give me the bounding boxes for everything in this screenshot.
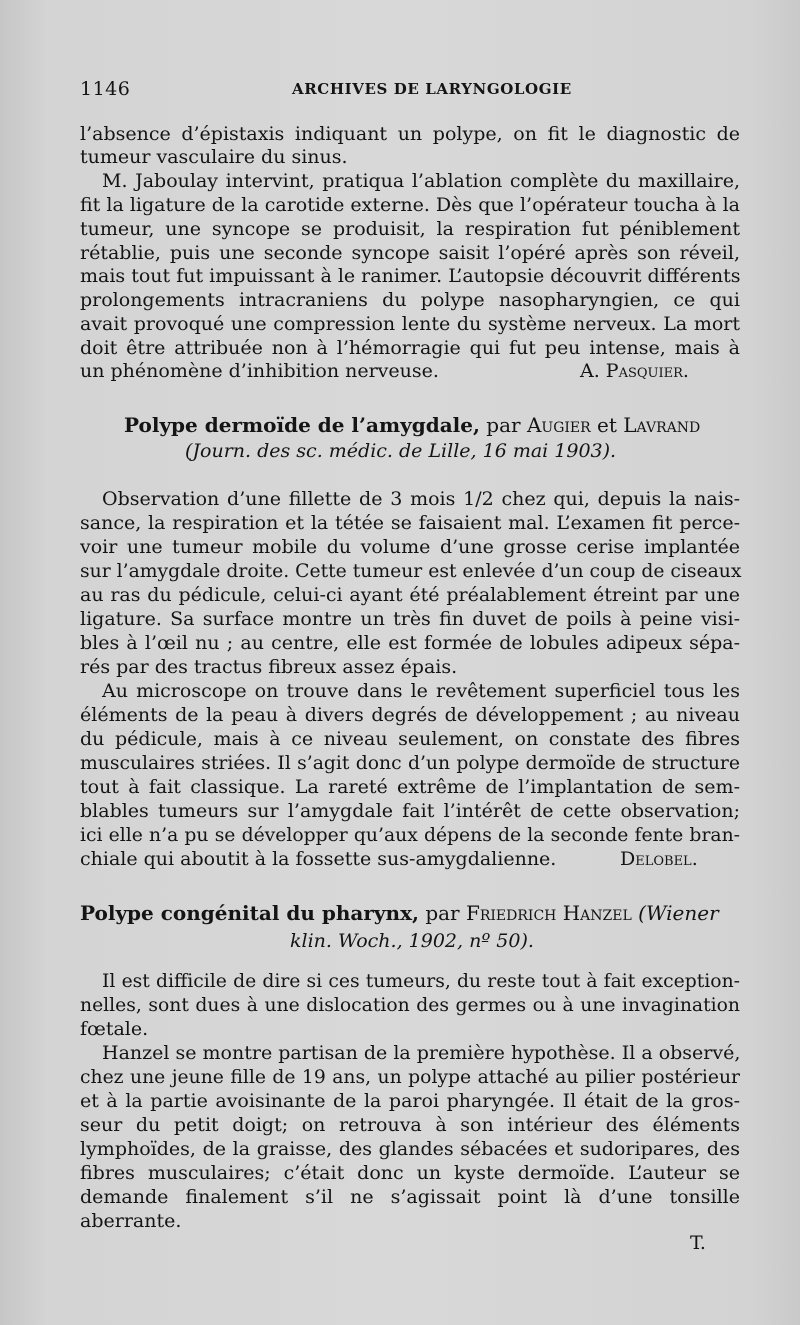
text-line: tumeur, une syncope se produisit, la respiration fut péniblement [80,218,740,240]
text-line: voir une tumeur mobile du volume d’une grosse cerise implantée [80,536,740,558]
text-line: musculaires striées. Il s’agit donc d’un polype dermoïde de structure [80,753,740,774]
text-line: demande finalement s’il ne s’agissait point là d’une tonsille [80,1186,740,1208]
text-line: rétablie, puis une seconde syncope saisit l’opéré après son réveil, [80,242,740,264]
text-line: blables tumeurs sur l’amygdale fait l’intérêt de cette observation; [80,800,740,822]
text-line: lymphoïdes, de la graisse, des glandes sébacées et sudoripares, des [80,1138,740,1160]
author-name: Friedrich Hanzel [465,901,632,925]
text-line: et à la partie avoisinante de la paroi pharyngée. Il était de la gros- [80,1090,740,1112]
text-line: sur l’amygdale droite. Cette tumeur est enlevée d’un coup de ciseaux [80,561,742,582]
text-line: seur du petit doigt; on retrouva à son intérieur des éléments [80,1114,740,1136]
text-line: chiale qui aboutit à la fossette sus-amygdalienne. [80,848,557,870]
text-line: Hanzel se montre partisan de la première hypothèse. Il a observé, [102,1042,741,1064]
text-line: bles à l’œil nu ; au centre, elle est formée de lobules adipeux sépa- [80,632,740,654]
signature: T. [690,1232,706,1254]
text-line: mais tout fut impuissant à le ranimer. L’autopsie découvrit différents [80,265,741,287]
text-line: avait provoqué une compression lente du système nerveux. La mort [80,313,740,335]
text-line: tout à fait classique. La rareté extrême de l’implantation de sem- [80,776,740,798]
text-line: rés par des tractus fibreux assez épais. [80,656,458,678]
text-line: un phénomène d’inhibition nerveuse. [80,360,439,382]
text-line: ligature. Sa surface montre un très fin duvet de poils à peine visi- [80,608,740,630]
text-line: Au microscope on trouve dans le revêtement superficiel tous les [102,680,740,702]
article-title-text: Polype dermoïde de l’amygdale, [124,413,480,437]
article-citation: (Journ. des sc. médic. de Lille, 16 mai 1903). [185,440,617,462]
text-line: aberrante. [80,1210,182,1232]
text-line: éléments de la peau à divers degrés de développement ; au niveau [80,704,740,726]
article-citation: (Wiener [638,901,719,925]
text-line: prolongements intracraniens du polype nasopharyngien, ce qui [80,289,740,311]
text-line: nelles, sont dues à une dislocation des germes ou à une invagination [80,995,740,1016]
article-title [80,902,719,925]
text-line: chez une jeune fille de 19 ans, un polype attaché au pilier postérieur [80,1067,740,1088]
running-title: ARCHIVES DE LARYNGOLOGIE [292,80,572,98]
text-line: ici elle n’a pu se développer qu’aux dépens de la seconde fente bran- [80,825,740,846]
text-line: l’absence d’épistaxis indiquant un polype, on fit le diagnostic de [80,123,740,145]
article-title-text: Polype congénital du pharynx, [80,901,419,925]
text-line: M. Jaboulay intervint, pratiqua l’ablation complète du maxillaire, [102,170,740,192]
text-line: doit être attribuée non à l’hémorragie qui fut peu intense, mais à [80,337,740,359]
signature: A. Pasquier. [580,360,689,382]
page-header [80,78,740,104]
text-line: fit la ligature de la carotide externe. Dès que l’opérateur toucha à la [80,194,740,216]
page-number: 1146 [80,78,131,100]
author-name: Lavrand [623,413,701,437]
by-word: par [425,901,460,925]
signature: Delobel. [620,848,698,870]
article-citation: klin. Woch., 1902, nº 50). [290,930,534,952]
text-line: Observation d’une fillette de 3 mois 1/2 chez qui, depuis la nais- [102,488,740,510]
text-line: tumeur vasculaire du sinus. [80,146,348,168]
text-line: au ras du pédicule, celui-ci ayant été préalablement étreint par une [80,584,740,606]
text-line: fibres musculaires; c’était donc un kyste dermoïde. L’auteur se [80,1162,740,1184]
text-line: du pédicule, mais à ce niveau seulement, on constate des fibres [80,728,740,750]
by-word: par [486,413,521,437]
author-name: Augier [526,413,591,437]
text-line: sance, la respiration et la tétée se faisaient mal. L’examen fit perce- [80,512,740,534]
and-word: et [597,413,617,437]
article-title [124,414,700,437]
text-line: fœtale. [80,1018,149,1040]
text-line: Il est difficile de dire si ces tumeurs, du reste tout à fait exception- [102,971,740,992]
